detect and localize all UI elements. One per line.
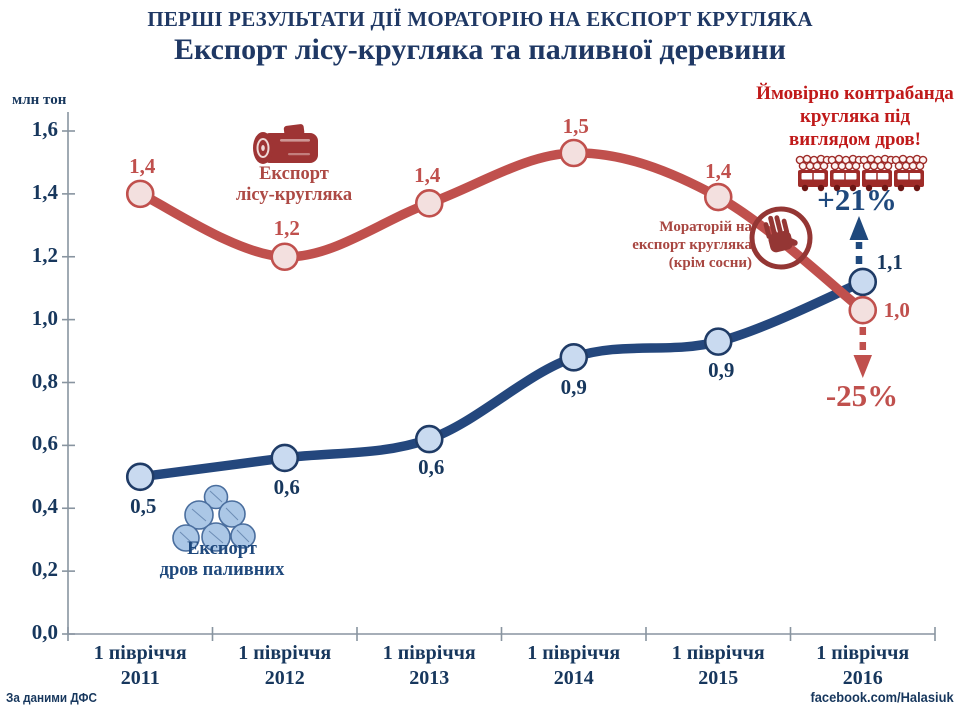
value-label: 0,6 (418, 455, 445, 480)
decrease-percent-label: -25% (825, 378, 899, 413)
y-tick-label: 1,0 (31, 305, 58, 330)
data-point (561, 344, 587, 370)
data-point (705, 329, 731, 355)
data-point (416, 426, 442, 452)
dashed-down-arrow-icon (854, 327, 873, 378)
x-axis-label-year: 2013 (409, 667, 450, 689)
x-axis-label (356, 641, 502, 691)
value-label: 0,9 (708, 357, 735, 382)
legend-roundwood-line-1: Експорт (259, 164, 329, 184)
value-label: 1,0 (883, 298, 910, 323)
contraband-line-3: виглядом дров! (788, 129, 922, 150)
contraband-line-2: кругляка під (799, 106, 911, 127)
value-label: 1,4 (705, 159, 732, 184)
x-axis-label-period: 1 півріччя (93, 642, 187, 664)
y-tick-label: 1,2 (31, 242, 58, 267)
x-axis-label-year: 2015 (698, 667, 739, 689)
legend-roundwood-line-2: лісу-кругляка (235, 185, 353, 205)
data-point (705, 184, 731, 210)
y-tick-label: 0,0 (31, 620, 58, 644)
x-axis-label (212, 641, 358, 691)
contraband-annotation (742, 82, 960, 151)
y-tick-label: 0,6 (31, 431, 58, 456)
value-label: 1,4 (414, 163, 441, 188)
x-axis-label-period: 1 півріччя (671, 642, 765, 664)
data-point (561, 140, 587, 166)
value-label: 1,1 (876, 249, 903, 274)
value-label: 0,9 (560, 375, 587, 400)
moratorium-line-2: експорт кругляка (632, 237, 752, 253)
y-tick-label: 1,6 (31, 117, 58, 141)
increase-percent-label: +21% (817, 182, 897, 217)
legend-firewood-line-2: дров паливних (159, 560, 285, 580)
data-point (127, 464, 153, 490)
legend-firewood (147, 539, 297, 581)
x-axis-label-year: 2012 (264, 667, 305, 689)
moratorium-line-1: Мораторій на (659, 219, 752, 235)
x-axis-label-year: 2014 (553, 667, 594, 689)
moratorium-annotation (560, 218, 752, 272)
value-label: 0,5 (130, 493, 157, 518)
x-axis-label-year: 2016 (842, 667, 883, 689)
x-axis-label (790, 641, 936, 691)
value-label: 0,6 (273, 474, 300, 499)
x-axis-label (67, 641, 213, 691)
chart-title: Експорт лісу-кругляка та паливної деревини (174, 33, 786, 66)
y-tick-label: 0,2 (31, 557, 58, 582)
value-label: 1,4 (129, 153, 156, 178)
value-label: 1,2 (273, 215, 300, 240)
legend-roundwood (219, 164, 369, 206)
y-tick-label: 1,4 (31, 179, 58, 204)
contraband-line-1: Ймовірно контрабанда (756, 83, 954, 104)
moratorium-line-3: (крім сосни) (668, 255, 752, 271)
y-tick-label: 0,8 (31, 368, 58, 393)
data-point (416, 190, 442, 216)
x-axis-label-year: 2011 (120, 667, 160, 689)
x-axis-label (501, 641, 647, 691)
x-axis-label-period: 1 півріччя (816, 642, 910, 664)
y-axis-unit-label: млн тон (12, 92, 67, 108)
data-source-note: За даними ДФС (6, 690, 97, 705)
data-point (127, 181, 153, 207)
value-label: 1,5 (562, 114, 589, 138)
facebook-credit: facebook.com/Halasiuk (810, 689, 954, 705)
x-axis-label-period: 1 півріччя (238, 642, 332, 664)
data-point (272, 445, 298, 471)
x-axis-label-period: 1 півріччя (382, 642, 476, 664)
y-tick-label: 0,4 (31, 494, 58, 519)
x-axis-label (645, 641, 791, 691)
stop-hand-icon (752, 209, 810, 267)
data-point (272, 244, 298, 270)
x-axis-label-period: 1 півріччя (527, 642, 621, 664)
legend-firewood-line-1: Експорт (187, 539, 257, 559)
log-icon (253, 124, 318, 164)
page-title: ПЕРШІ РЕЗУЛЬТАТИ ДІЇ МОРАТОРІЮ НА ЕКСПОРТ КРУГЛЯКА (147, 7, 813, 31)
